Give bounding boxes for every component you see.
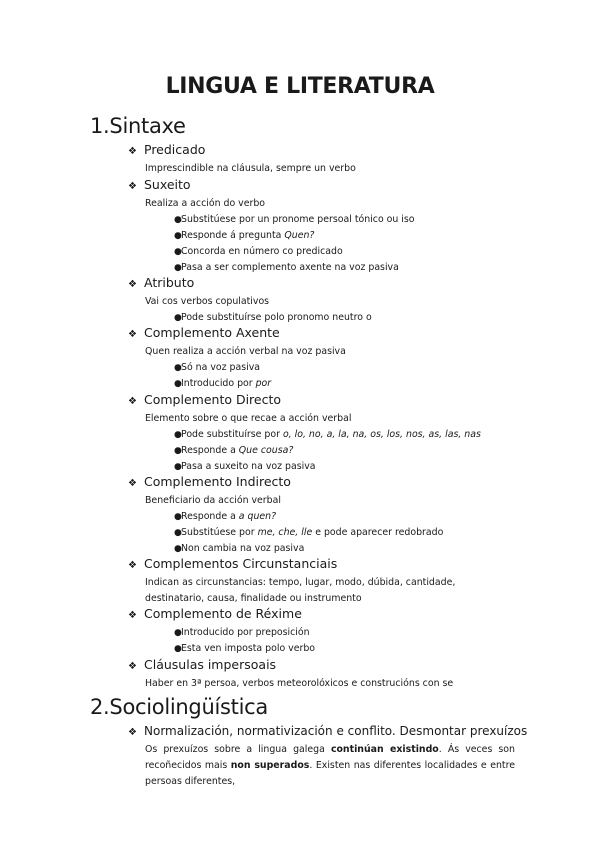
list-item: ● Substitúese por un pronome persoal tónico ou iso	[128, 212, 568, 228]
list-item: ● Substitúese por me, che, lle e pode aparecer redobrado	[128, 525, 568, 541]
entry-complementos-circunstanciais	[128, 555, 568, 607]
term-label: Complementos Circunstanciais	[144, 556, 338, 571]
term-description: Realiza a acción do verbo	[145, 198, 266, 209]
entry-complemento-directo	[128, 391, 568, 475]
bullet-icon: ●	[174, 313, 182, 323]
entry-complemento-axente	[128, 324, 568, 392]
bullet-icon: ●	[174, 430, 182, 440]
section-heading-sintaxe: 1.Sintaxe	[90, 114, 186, 138]
entry-atributo	[128, 274, 568, 326]
list-item: ● Esta ven imposta polo verbo	[128, 641, 568, 657]
diamond-marker-icon: ❖	[128, 610, 137, 621]
term-label: Complemento Axente	[144, 325, 280, 340]
list-item: ● Responde á pregunta Quen?	[128, 228, 568, 244]
term-description: Quen realiza a acción verbal na voz pasiva	[145, 346, 346, 357]
entry-normalizacion	[128, 722, 568, 790]
bullet-icon: ●	[174, 247, 182, 257]
list-item: ● Pode substituírse por o, lo, no, a, la, na, os, los, nos, as, las, nas	[128, 427, 568, 443]
list-item: ● Responde a a quen?	[128, 509, 568, 525]
bullet-icon: ●	[174, 512, 182, 522]
bullet-icon: ●	[174, 644, 182, 654]
list-item: ● Pode substituírse polo pronomo neutro o	[128, 310, 568, 326]
paragraph: Os prexuízos sobre a lingua galega continúan existindo. Ás veces son recoñecidos mais non superados. Existen nas diferentes localidades e entre persoas diferentes,	[145, 744, 515, 787]
diamond-marker-icon: ❖	[128, 329, 137, 340]
entry-complemento-rexime	[128, 605, 568, 657]
list-item: ● Só na voz pasiva	[128, 360, 568, 376]
bullet-icon: ●	[174, 528, 182, 538]
term-description: Vai cos verbos copulativos	[145, 296, 270, 307]
bullet-icon: ●	[174, 363, 182, 373]
term-label: Predicado	[144, 142, 206, 157]
term-label: Atributo	[144, 275, 195, 290]
diamond-marker-icon: ❖	[128, 560, 137, 571]
bullet-icon: ●	[174, 628, 182, 638]
term-label: Normalización, normativización e conflito. Desmontar prexuízos	[144, 724, 528, 738]
bullet-icon: ●	[174, 544, 182, 554]
entry-complemento-indirecto	[128, 473, 568, 557]
diamond-marker-icon: ❖	[128, 146, 137, 157]
term-label: Complemento de Réxime	[144, 606, 302, 621]
diamond-marker-icon: ❖	[128, 727, 137, 738]
bullet-icon: ●	[174, 231, 182, 241]
list-item: ● Pasa a suxeito na voz pasiva	[128, 459, 568, 475]
entry-predicado	[128, 141, 568, 177]
term-label: Complemento Directo	[144, 392, 282, 407]
diamond-marker-icon: ❖	[128, 661, 137, 672]
diamond-marker-icon: ❖	[128, 279, 137, 290]
page-title: LINGUA E LITERATURA	[165, 74, 435, 99]
bullet-icon: ●	[174, 379, 182, 389]
list-item: ● Pasa a ser complemento axente na voz pasiva	[128, 260, 568, 276]
bullet-icon: ●	[174, 263, 182, 273]
term-description: Imprescindible na cláusula, sempre un verbo	[145, 163, 356, 174]
entry-suxeito	[128, 176, 568, 276]
term-description: Elemento sobre o que recae a acción verbal	[145, 413, 352, 424]
term-label: Complemento Indirecto	[144, 474, 291, 489]
diamond-marker-icon: ❖	[128, 396, 137, 407]
diamond-marker-icon: ❖	[128, 181, 137, 192]
list-item: ● Responde a Que cousa?	[128, 443, 568, 459]
list-item: ● Concorda en número co predicado	[128, 244, 568, 260]
list-item: ● Non cambia na voz pasiva	[128, 541, 568, 557]
term-description: Beneficiario da acción verbal	[145, 495, 281, 506]
entry-clausulas-impersoais	[128, 656, 568, 692]
term-description: Indican as circunstancias: tempo, lugar, modo, dúbida, cantidade, destinatario, causa, finalidade ou instrumento	[145, 577, 456, 604]
section-heading-sociolinguistica: 2.Sociolingüística	[90, 695, 268, 719]
term-description: Haber en 3ª persoa, verbos meteorolóxicos e construcións con se	[145, 678, 454, 689]
term-label: Suxeito	[144, 177, 191, 192]
bullet-icon: ●	[174, 215, 182, 225]
term-label: Cláusulas impersoais	[144, 657, 277, 672]
bullet-icon: ●	[174, 446, 182, 456]
bullet-icon: ●	[174, 462, 182, 472]
list-item: ● Introducido por preposición	[128, 625, 568, 641]
list-item: ● Introducido por por	[128, 376, 568, 392]
diamond-marker-icon: ❖	[128, 478, 137, 489]
